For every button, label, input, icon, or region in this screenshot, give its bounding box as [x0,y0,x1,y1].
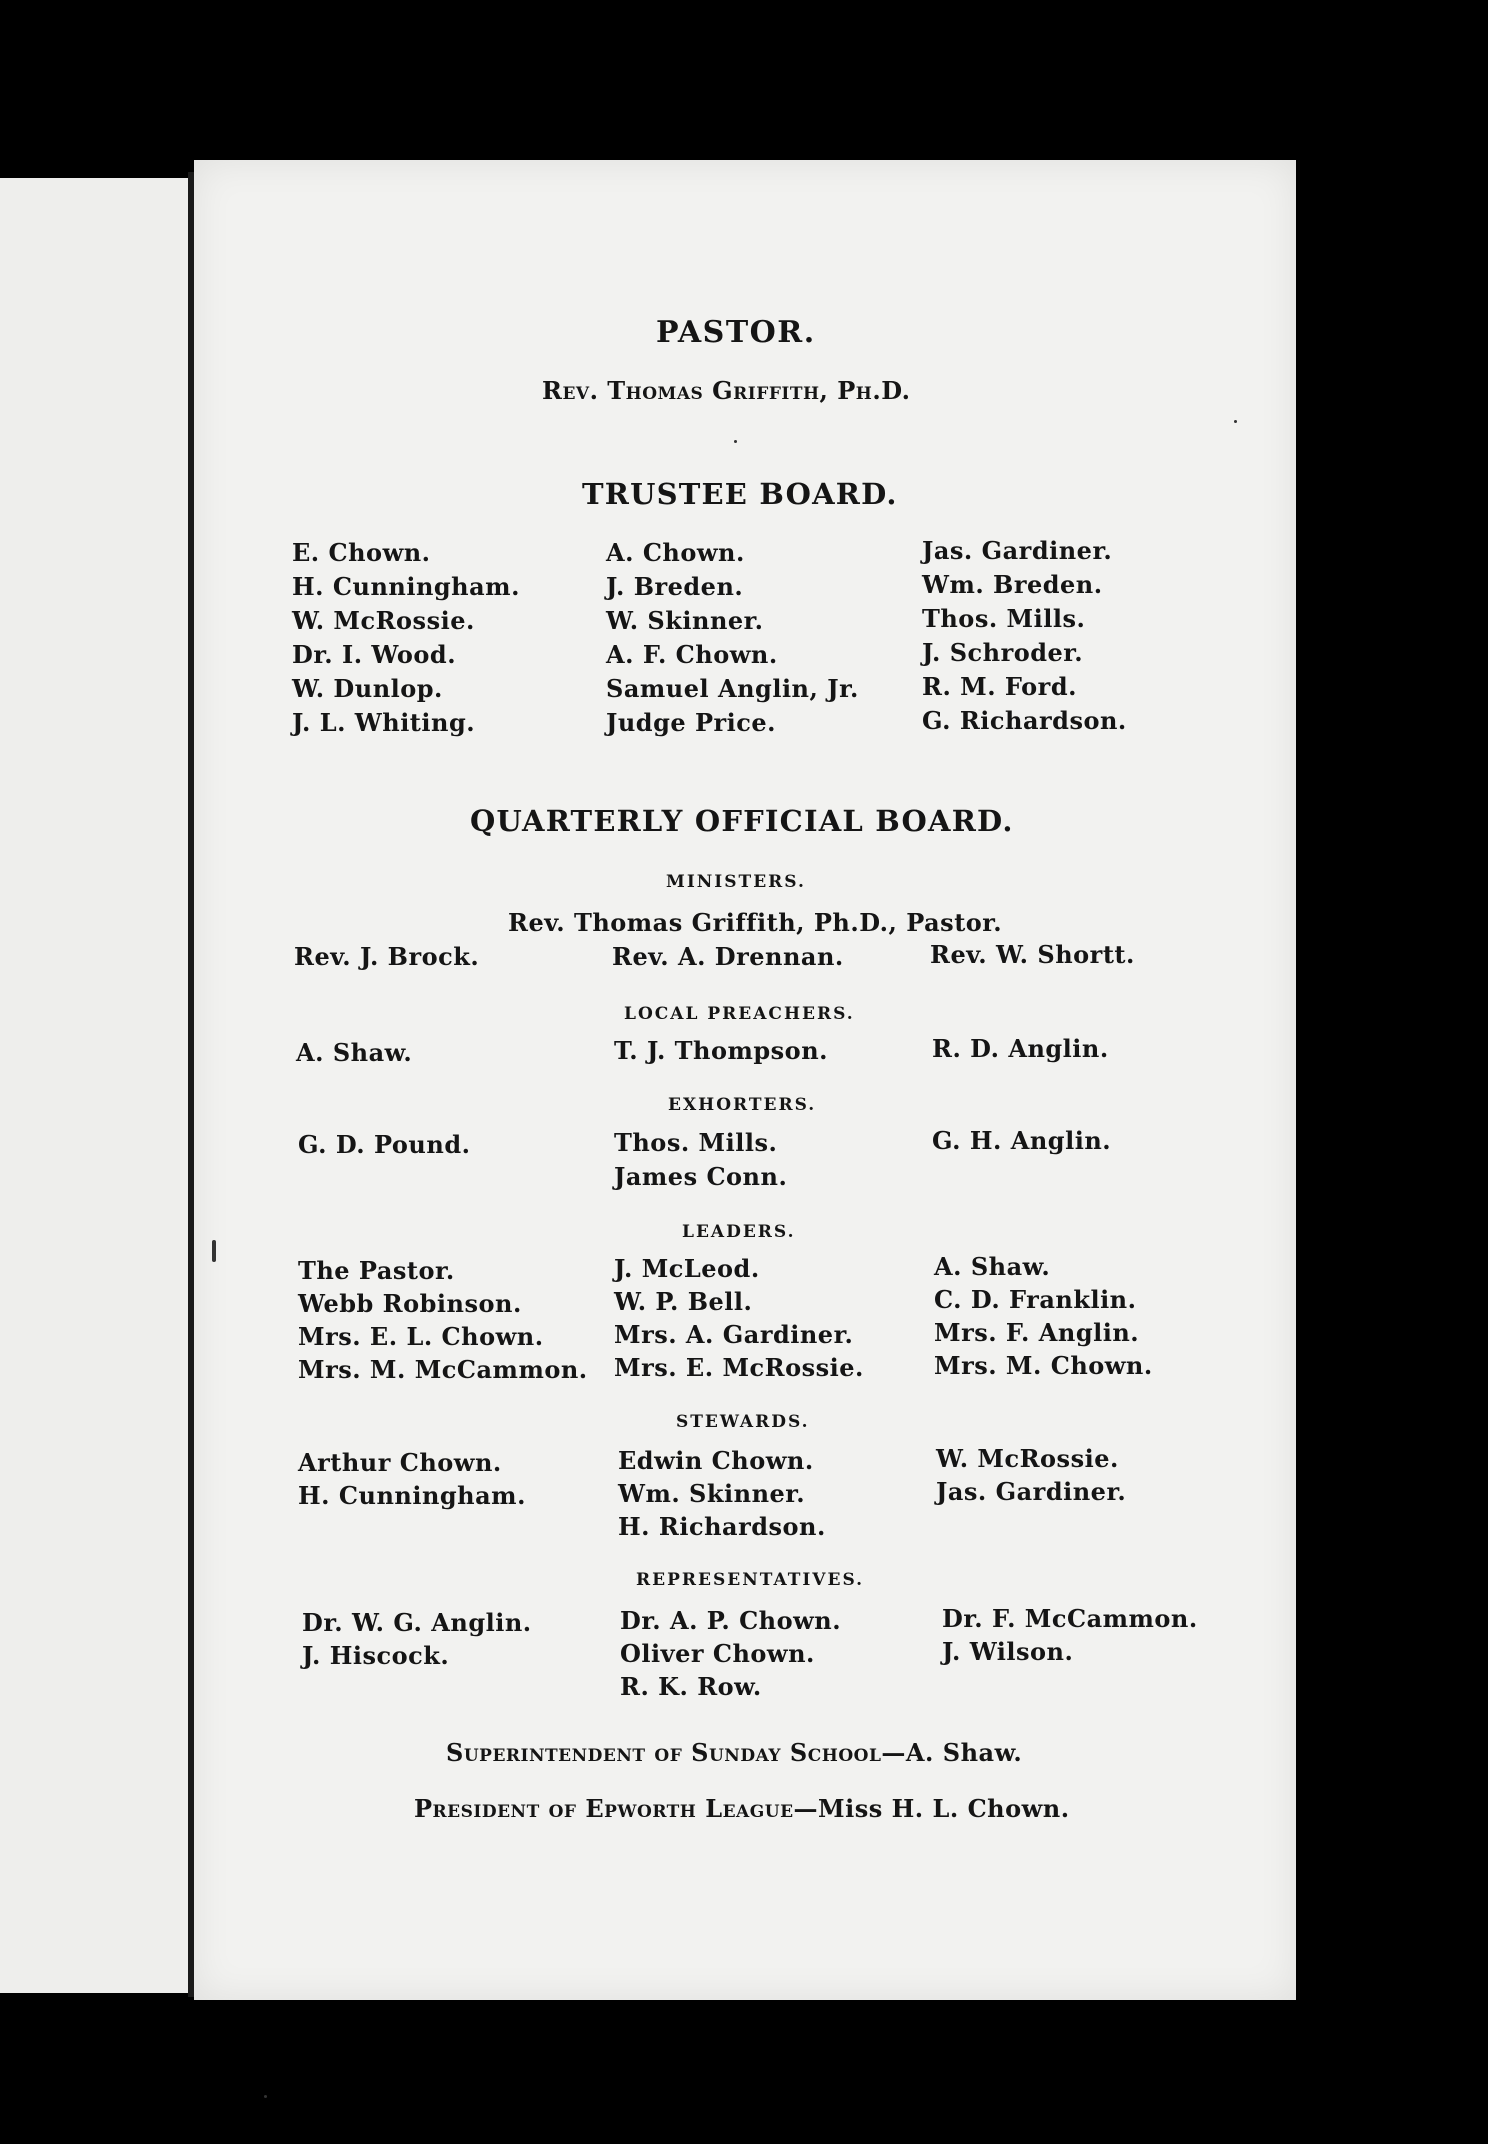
name-entry: A. Shaw. [296,1038,413,1067]
name-entry: W. McRossie. [292,606,475,635]
ink-speck [1234,420,1237,423]
name-entry: Wm. Breden. [922,570,1103,599]
name-entry: Thos. Mills. [922,604,1086,633]
name-entry: Rev. A. Drennan. [612,942,844,971]
name-entry: Mrs. E. L. Chown. [298,1322,544,1351]
name-entry: Dr. I. Wood. [292,640,457,669]
ink-speck [212,1240,216,1262]
name-entry: Thos. Mills. [614,1128,778,1157]
name-entry: Dr. W. G. Anglin. [302,1608,532,1637]
ministers-pastor-line: Rev. Thomas Griffith, Ph.D., Pastor. [508,908,1003,937]
ministers-label: MINISTERS. [666,872,806,892]
name-entry: G. H. Anglin. [932,1126,1112,1155]
name-entry: Jas. Gardiner. [922,536,1113,565]
document-page [194,160,1296,2000]
name-entry: Mrs. A. Gardiner. [614,1320,854,1349]
name-entry: J. Hiscock. [302,1641,450,1670]
name-entry: A. F. Chown. [606,640,778,669]
exhorters-label: EXHORTERS. [668,1095,817,1115]
name-entry: Dr. F. McCammon. [942,1604,1198,1633]
ink-speck [264,2095,267,2098]
name-entry: Dr. A. P. Chown. [620,1606,842,1635]
left-page-edge [0,178,190,1993]
name-entry: Oliver Chown. [620,1639,815,1668]
name-entry: Edwin Chown. [618,1446,814,1475]
superintendent-label: Superintendent of Sunday School [446,1738,882,1767]
stewards-label: STEWARDS. [676,1412,810,1432]
name-entry: J. Breden. [606,572,744,601]
name-entry: James Conn. [614,1162,788,1191]
name-entry: Arthur Chown. [298,1448,502,1477]
quarterly-board-heading: QUARTERLY OFFICIAL BOARD. [470,804,1014,838]
name-entry: G. D. Pound. [298,1130,471,1159]
name-entry: Jas. Gardiner. [936,1477,1127,1506]
name-entry: H. Cunningham. [292,572,520,601]
name-entry: J. McLeod. [614,1254,760,1283]
superintendent-name: —A. Shaw. [881,1738,1023,1767]
name-entry: Rev. W. Shortt. [930,940,1135,969]
leaders-label: LEADERS. [682,1222,796,1242]
name-entry: J. Schroder. [922,638,1084,667]
name-entry: Rev. J. Brock. [294,942,480,971]
name-entry: C. D. Franklin. [934,1285,1137,1314]
name-entry: J. Wilson. [942,1637,1074,1666]
trustee-board-heading: TRUSTEE BOARD. [582,477,898,511]
name-entry: Webb Robinson. [298,1289,522,1318]
name-entry: J. L. Whiting. [292,708,476,737]
epworth-league-president-line [414,1794,1070,1823]
name-entry: A. Shaw. [934,1252,1051,1281]
sunday-school-superintendent-line [446,1738,1022,1767]
name-entry: T. J. Thompson. [614,1036,828,1065]
name-entry: W. Skinner. [606,606,764,635]
name-entry: R. D. Anglin. [932,1034,1109,1063]
president-name: —Miss H. L. Chown. [793,1794,1070,1823]
local-preachers-label: LOCAL PREACHERS. [624,1004,855,1024]
name-entry: Samuel Anglin, Jr. [606,674,859,703]
name-entry: W. Dunlop. [292,674,443,703]
ink-speck [734,440,737,443]
name-entry: R. M. Ford. [922,672,1077,701]
name-entry: R. K. Row. [620,1672,762,1701]
name-entry: A. Chown. [606,538,745,567]
pastor-name: Rev. Thomas Griffith, Ph.D. [542,376,911,405]
name-entry: Mrs. M. Chown. [934,1351,1153,1380]
name-entry: W. P. Bell. [614,1287,753,1316]
name-entry: Judge Price. [606,708,777,737]
name-entry: Mrs. F. Anglin. [934,1318,1140,1347]
representatives-label: REPRESENTATIVES. [636,1570,865,1590]
name-entry: H. Cunningham. [298,1481,526,1510]
name-entry: H. Richardson. [618,1512,826,1541]
pastor-heading: PASTOR. [656,315,816,350]
name-entry: Mrs. E. McRossie. [614,1353,864,1382]
name-entry: W. McRossie. [936,1444,1119,1473]
name-entry: G. Richardson. [922,706,1127,735]
name-entry: E. Chown. [292,538,431,567]
name-entry: Mrs. M. McCammon. [298,1355,588,1384]
name-entry: Wm. Skinner. [618,1479,806,1508]
president-label: President of Epworth League [414,1794,794,1823]
name-entry: The Pastor. [298,1256,455,1285]
